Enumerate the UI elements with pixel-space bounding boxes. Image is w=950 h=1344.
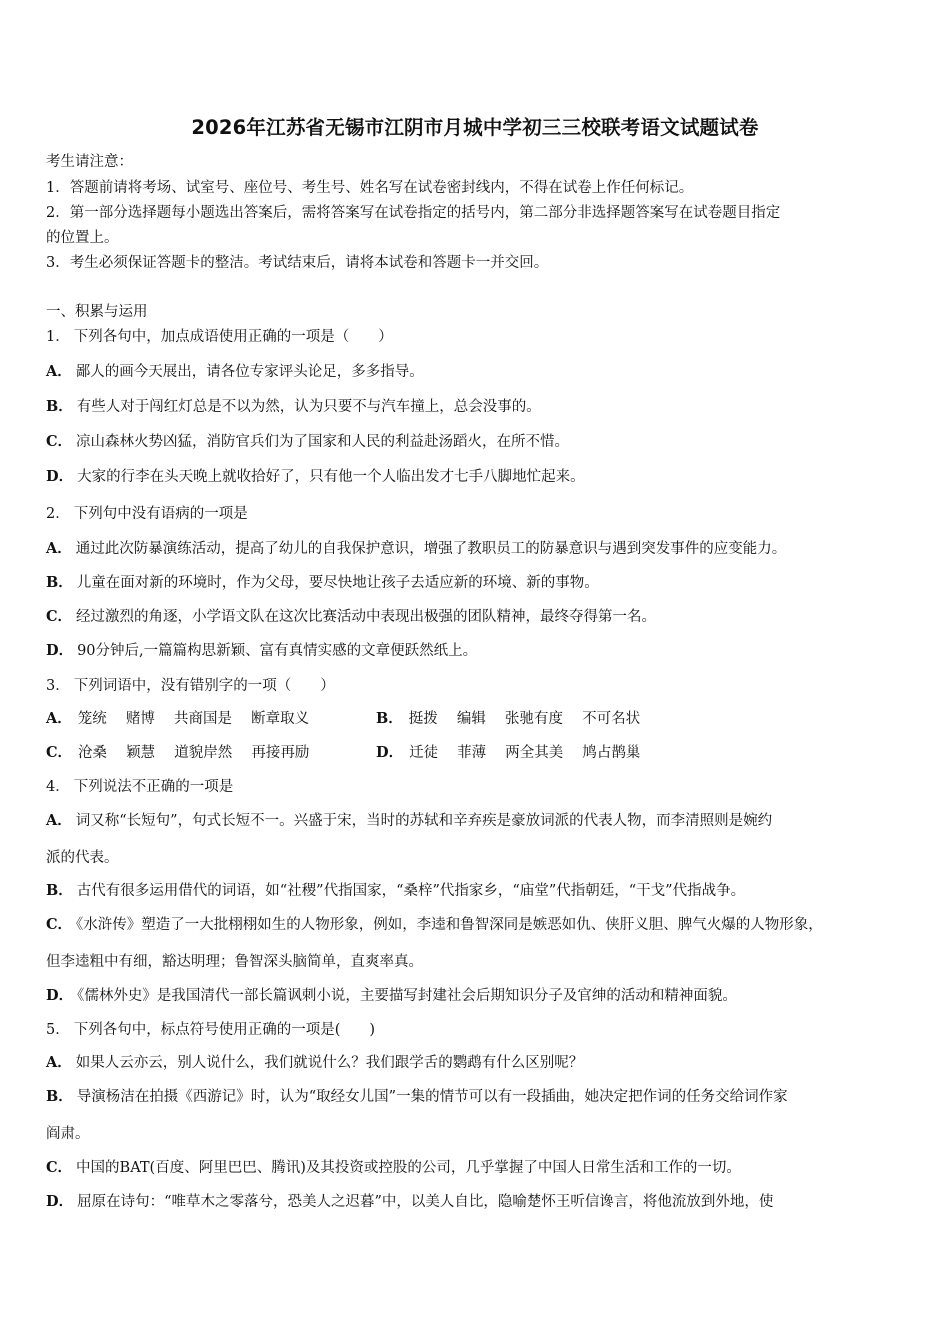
option-text: 儿童在面对新的环境时，作为父母，要尽快地让孩子去适应新的环境、新的事物。: [76, 575, 599, 591]
question-5-option-a: [46, 1053, 583, 1073]
notice-item-1: 1．答题前请将考场、试室号、座位号、考生号、姓名写在试卷密封线内，不得在试卷上作任何标记。: [46, 180, 694, 196]
question-number: 5．: [46, 1022, 70, 1038]
question-5-option-b: [46, 1087, 788, 1107]
question-4-option-d: [46, 986, 737, 1006]
question-2-stem: [46, 504, 248, 524]
option-label: B．: [46, 574, 73, 591]
option-label: A．: [46, 710, 72, 727]
option-text: 90分钟后,一篇篇构思新颖、富有真情实感的文章便跃然纸上。: [77, 643, 478, 659]
option-label: B．: [46, 1088, 73, 1105]
question-5-option-b-cont: 阎肃。: [46, 1126, 90, 1142]
question-3-option-c: [46, 743, 309, 763]
option-label: C．: [46, 744, 73, 761]
question-text: 下列各句中，加点成语使用正确的一项是（ ）: [73, 329, 393, 345]
question-number: 1．: [46, 329, 70, 345]
question-4-option-a-cont: 派的代表。: [46, 850, 119, 866]
option-text: 通过此次防暴演练活动，提高了幼儿的自我保护意识，增强了教职员工的防暴意识与遇到突发事件的应变能力。: [75, 541, 787, 557]
option-label: D．: [46, 642, 74, 659]
option-text: 古代有很多运用借代的词语，如“社稷”代指国家，“桑梓”代指家乡，“庙堂”代指朝廷，“干戈”代指战争。: [76, 883, 746, 899]
option-text: 凉山森林火势凶猛，消防官兵们为了国家和人民的利益赴汤蹈火，在所不惜。: [76, 434, 570, 450]
question-3-option-a: [46, 709, 309, 729]
option-text: 中国的BAT(百度、阿里巴巴、腾讯)及其投资或控股的公司，几乎掌握了中国人日常生活和工作的一切。: [76, 1160, 741, 1176]
question-text: 下列句中没有语病的一项是: [73, 506, 248, 522]
question-5-option-d: [46, 1192, 773, 1212]
question-4-option-a: [46, 811, 772, 831]
question-4-option-b: [46, 881, 745, 901]
section-heading: 一、积累与运用: [46, 304, 148, 320]
option-text: 笼统 赌博 共商国是 断章取义: [77, 711, 310, 727]
exam-title: 2026年江苏省无锡市江阴市月城中学初三三校联考语文试题试卷: [191, 116, 759, 139]
option-label: C．: [46, 916, 73, 933]
option-label: A．: [46, 812, 72, 829]
option-label: B．: [46, 398, 73, 415]
question-text: 下列各句中，标点符号使用正确的一项是( ): [73, 1022, 376, 1038]
option-text: 经过激烈的角逐，小学语文队在这次比赛活动中表现出极强的团队精神，最终夺得第一名。: [76, 609, 657, 625]
option-text: 如果人云亦云，别人说什么，我们就说什么？我们跟学舌的鹦鹉有什么区别呢？: [75, 1055, 584, 1071]
question-number: 3．: [46, 678, 70, 694]
question-2-option-d: [46, 641, 477, 661]
question-2-option-b: [46, 573, 599, 593]
option-text: 导演杨洁在拍摄《西游记》时，认为“取经女儿国”一集的情节可以有一段插曲，她决定把作词的任务交给词作家: [76, 1089, 788, 1105]
question-4-option-c-cont: 但李逵粗中有细，豁达明理；鲁智深头脑简单，直爽率真。: [46, 954, 423, 970]
question-1-option-b: [46, 397, 541, 417]
question-4-option-c: [46, 915, 823, 935]
option-text: 鄙人的画今天展出，请各位专家评头论足，多多指导。: [75, 364, 424, 380]
question-1-option-d: [46, 467, 585, 487]
option-label: A．: [46, 1054, 72, 1071]
option-label: D．: [46, 987, 74, 1004]
notice-item-3: 3．考生必须保证答题卡的整洁。考试结束后，请将本试卷和答题卡一并交回。: [46, 255, 549, 271]
option-label: A．: [46, 363, 72, 380]
option-text: 词又称“长短句”，句式长短不一。兴盛于宋，当时的苏轼和辛弃疾是豪放词派的代表人物，而李清照则是婉约: [75, 813, 773, 829]
question-5-stem: [46, 1020, 375, 1040]
option-label: C．: [46, 1159, 73, 1176]
notice-item-2: 2．第一部分选择题每小题选出答案后，需将答案写在试卷指定的括号内，第二部分非选择题答案写在试卷题目指定: [46, 205, 781, 221]
option-label: B．: [46, 882, 73, 899]
option-label: B．: [376, 710, 403, 727]
option-label: A．: [46, 540, 72, 557]
question-1-option-a: [46, 362, 424, 382]
option-label: D．: [46, 468, 74, 485]
question-4-stem: [46, 777, 233, 797]
option-text: 屈原在诗句：“唯草木之零落兮，恐美人之迟暮”中，以美人自比，隐喻楚怀王听信谗言，将他流放到外地，使: [77, 1194, 774, 1210]
question-3-option-d: [376, 743, 640, 763]
question-number: 2．: [46, 506, 70, 522]
option-label: C．: [46, 433, 73, 450]
option-label: D．: [376, 744, 404, 761]
option-text: 挺拨 编辑 张驰有度 不可名状: [408, 711, 641, 727]
notice-item-2-cont: 的位置上。: [46, 230, 119, 246]
question-5-option-c: [46, 1158, 741, 1178]
option-text: 沧桑 颖慧 道貌岸然 再接再励: [78, 745, 310, 761]
question-number: 4．: [46, 779, 70, 795]
option-label: C．: [46, 608, 73, 625]
question-2-option-a: [46, 539, 786, 559]
option-text: 大家的行李在头天晚上就收拾好了，只有他一个人临出发才七手八脚地忙起来。: [77, 469, 585, 485]
notice-heading: 考生请注意：: [46, 154, 133, 170]
question-2-option-c: [46, 607, 656, 627]
question-3-stem: [46, 676, 335, 696]
option-text: 有些人对于闯红灯总是不以为然，认为只要不与汽车撞上，总会没事的。: [76, 399, 541, 415]
option-label: D．: [46, 1193, 74, 1210]
question-text: 下列说法不正确的一项是: [73, 779, 234, 795]
question-1-stem: [46, 327, 393, 347]
option-text: 《水浒传》塑造了一大批栩栩如生的人物形象，例如，李逵和鲁智深同是嫉恶如仇、侠肝义胆、脾气火爆的人物形象，: [76, 917, 823, 933]
question-3-option-b: [376, 709, 640, 729]
question-1-option-c: [46, 432, 569, 452]
option-text: 《儒林外史》是我国清代一部长篇讽刺小说，主要描写封建社会后期知识分子及官绅的活动和精神面貌。: [77, 988, 737, 1004]
option-text: 迁徒 菲薄 两全其美 鸠占鹊巢: [409, 745, 641, 761]
question-text: 下列词语中，没有错别字的一项（ ）: [73, 678, 335, 694]
